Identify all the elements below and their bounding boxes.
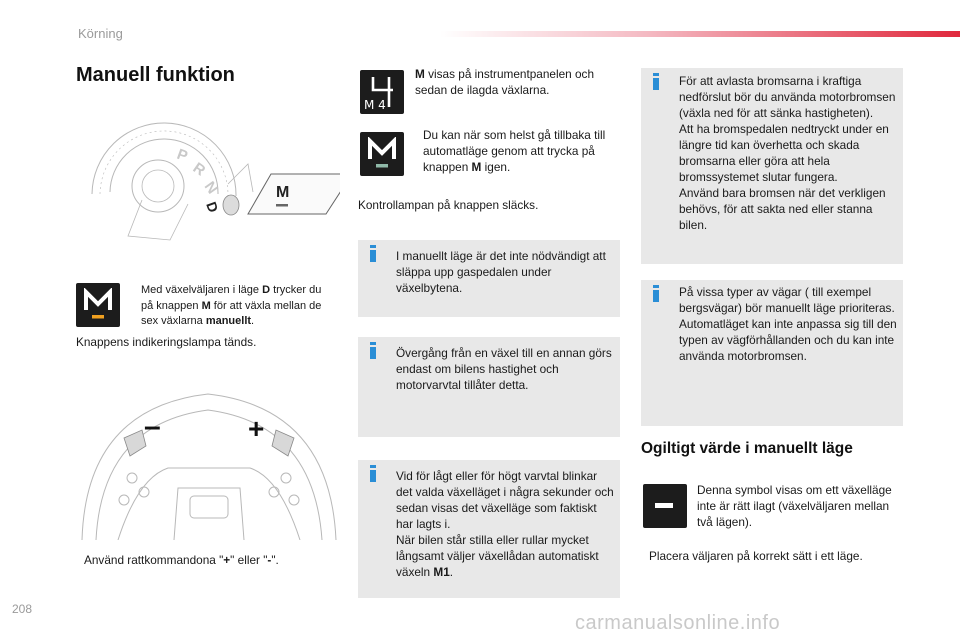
m4-icon-text: M 4 <box>364 98 386 111</box>
m-display-text: M visas på instrumentpanelen och sedan de ilagda växlarna. <box>415 67 595 97</box>
info-note-gas-pedal <box>358 240 620 317</box>
note-text: För att avlasta bromsarna i kraftiga nedförslut bör du använda motorbromsen (växla ned för att sänka hastigheten). Att ha bromspedalen nedtryckt under en längre tid kan överhetta och skada bromsarna eller göra att hela bromssystemet slutar fungera. Använd bara bromsen när det verkligen behövs, för att sakta ned eller stanna bilen. <box>679 74 896 232</box>
info-icon <box>370 470 376 482</box>
m4-display-icon <box>360 70 404 114</box>
m-button-green-icon <box>360 132 404 176</box>
info-icon <box>370 347 376 359</box>
gear-selector-illustration <box>78 104 340 266</box>
info-note-mountain-roads <box>641 280 903 426</box>
manual-mode-bullet: Med växelväljaren i läge D trycker du på knappen M för att växla mellan de sex växlarna manuellt. <box>141 284 322 327</box>
gear-letter-n: N <box>200 178 221 198</box>
page-title: Manuell funktion <box>76 64 235 86</box>
page-number: 208 <box>12 602 33 616</box>
note-text: Vid för lågt eller för högt varvtal blinkar det valda växelläget i några sekunder och sedan visas det växelläge som faktiskt har lagts i. När bilen står stilla eller rullar mycket långsamt väljer växellådan automatiskt växeln M1. <box>396 469 614 579</box>
section-label: Körning <box>78 26 123 41</box>
place-selector-bullet: Placera väljaren på korrekt sätt i ett läge. <box>649 549 863 563</box>
watermark: carmanualsonline.info <box>575 612 781 634</box>
note-text: Övergång från en växel till en annan görs endast om bilens hastighet och motorvarvtal tillåter detta. <box>396 346 612 392</box>
gear-button-letter: M <box>276 184 290 201</box>
info-note-engine-braking <box>641 68 903 264</box>
lamp-off-text: Kontrollampan på knappen släcks. <box>358 198 539 212</box>
info-icon <box>370 250 376 262</box>
info-note-rpm <box>358 460 620 598</box>
note-text: På vissa typer av vägar ( till exempel bergsvägar) bör manuellt läge prioriteras. Automatläget kan inte anpassa sig till den typen av vägförhållanden och du kan inte använda motorbromsen. <box>679 285 897 363</box>
invalid-value-text: Denna symbol visas om ett växelläge inte är rätt ilagt (växelväljaren mellan två lägen). <box>697 483 892 529</box>
invalid-gear-icon <box>643 484 687 528</box>
gear-letter-p: P <box>174 145 190 166</box>
return-auto-bullet: Du kan när som helst gå tillbaka till automatläge genom att trycka på knappen M igen. <box>423 128 606 174</box>
indicator-lamp-text: Knappens indikeringslampa tänds. <box>76 335 257 349</box>
steering-wheel-illustration <box>78 368 340 540</box>
header-accent-bar <box>440 31 960 37</box>
info-icon <box>653 78 659 90</box>
invalid-value-heading: Ogiltigt värde i manuellt läge <box>641 440 853 457</box>
wheel-plus-label: + <box>248 413 265 444</box>
gear-letter-d: D <box>203 199 222 215</box>
info-note-gear-transition <box>358 337 620 437</box>
info-icon <box>653 290 659 302</box>
note-text: I manuellt läge är det inte nödvändigt att släppa upp gaspedalen under växelbytena. <box>396 249 606 295</box>
wheel-minus-label: – <box>144 410 161 443</box>
m-button-orange-icon <box>76 283 120 327</box>
wheel-controls-bullet: Använd rattkommandona "+" eller "-". <box>84 553 279 567</box>
gear-letter-r: R <box>189 159 209 180</box>
